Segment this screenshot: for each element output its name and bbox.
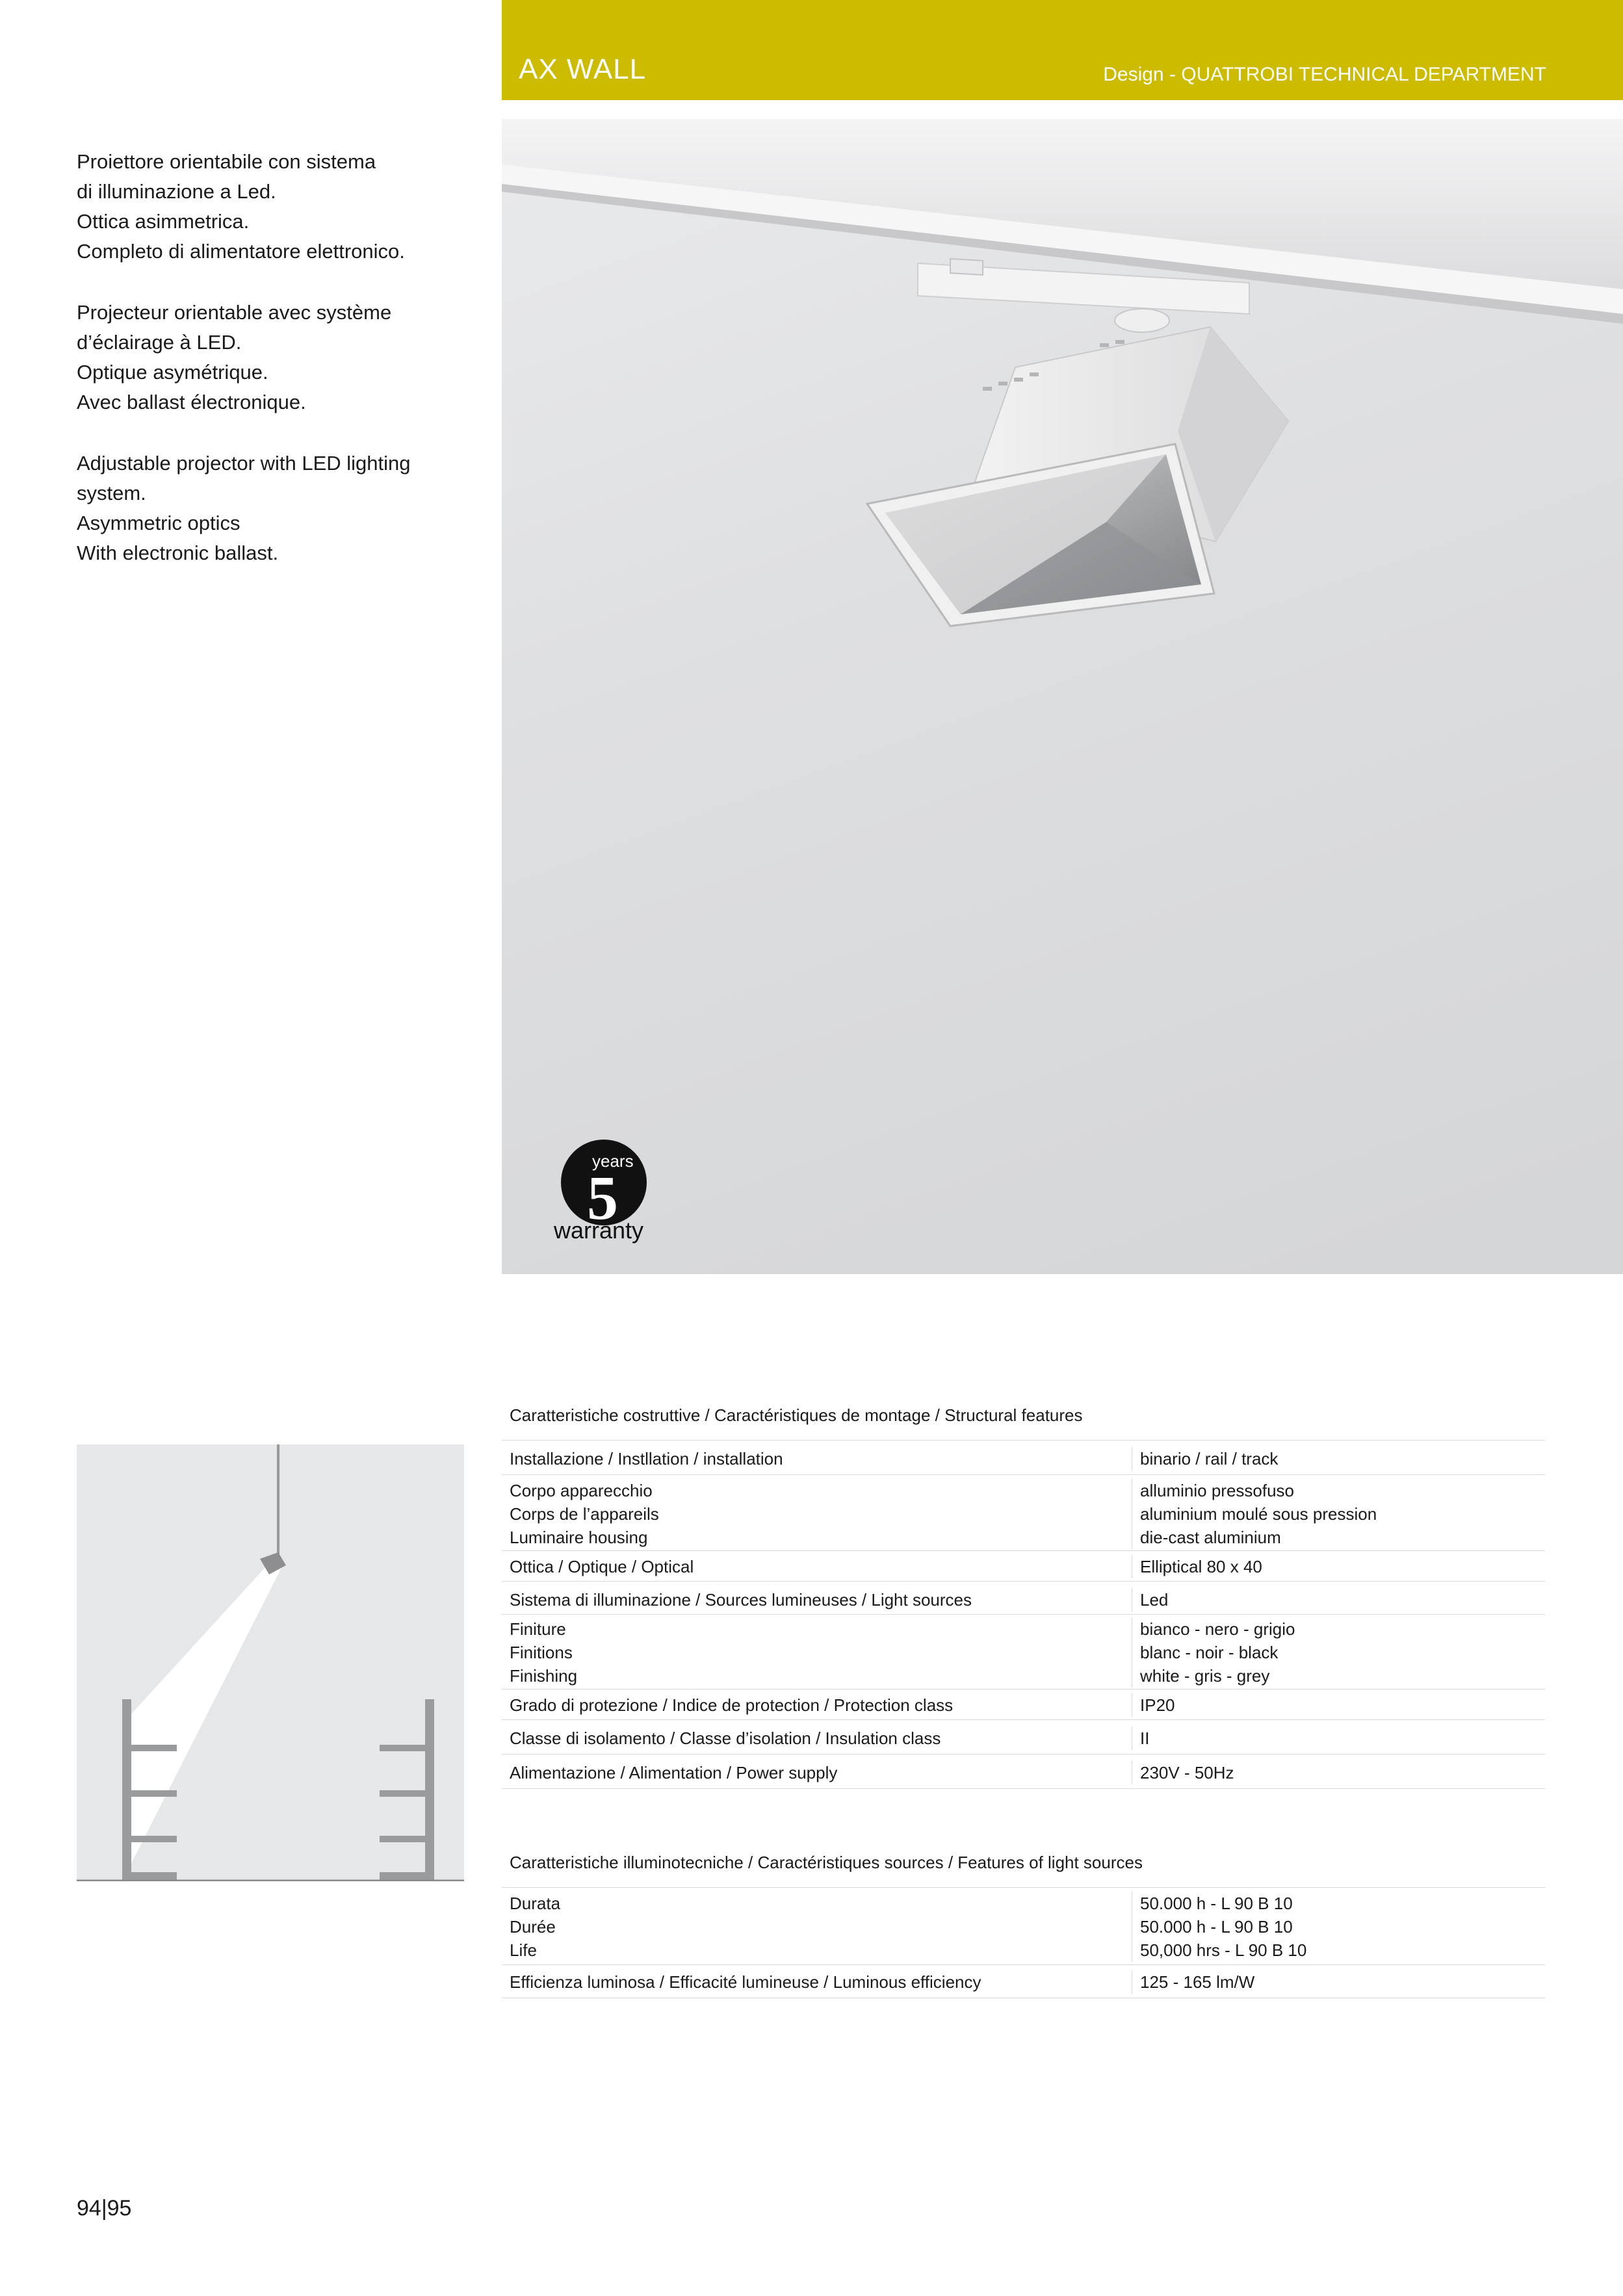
page-number: 94|95 bbox=[77, 2196, 132, 2221]
value-line: white - gris - grey bbox=[1140, 1666, 1270, 1686]
product-photo bbox=[502, 119, 1623, 1274]
row-label bbox=[502, 1761, 1132, 1784]
label-line: Durée bbox=[510, 1917, 556, 1937]
value-line: 50,000 hrs - L 90 B 10 bbox=[1140, 1940, 1307, 1960]
spotlight-illustration bbox=[502, 119, 1623, 1274]
table-row bbox=[502, 1755, 1545, 1789]
value-line: 230V - 50Hz bbox=[1140, 1763, 1234, 1782]
value-line: die-cast aluminium bbox=[1140, 1528, 1281, 1547]
row-label bbox=[502, 1588, 1132, 1611]
lighting-caption: Caratteristiche illuminotecniche / Caractéristiques sources / Features of light sources bbox=[510, 1853, 1143, 1872]
left-shelf bbox=[131, 1790, 177, 1797]
row-label bbox=[502, 1479, 1132, 1549]
desc-line: system. bbox=[77, 482, 146, 504]
label-line: Alimentazione / Alimentation / Power supply bbox=[510, 1763, 838, 1782]
desc-line: Adjustable projector with LED lighting bbox=[77, 452, 411, 475]
row-value bbox=[1132, 1727, 1545, 1750]
label-line: Finishing bbox=[510, 1666, 578, 1686]
label-line: Efficienza luminosa / Efficacité lumineuse / Luminous efficiency bbox=[510, 1972, 981, 1992]
warranty-label: warranty bbox=[554, 1217, 644, 1244]
product-title: AX WALL bbox=[519, 53, 647, 85]
desc-line: di illuminazione a Led. bbox=[77, 180, 276, 203]
description-french bbox=[77, 298, 480, 417]
badge-years-label: years bbox=[592, 1151, 634, 1171]
table-row bbox=[502, 1582, 1545, 1615]
value-line: aluminium moulé sous pression bbox=[1140, 1504, 1377, 1524]
row-value bbox=[1132, 1617, 1545, 1688]
row-label bbox=[502, 1555, 1132, 1578]
desc-line: d’éclairage à LED. bbox=[77, 331, 242, 354]
value-line: binario / rail / track bbox=[1140, 1449, 1279, 1468]
desc-line: Ottica asimmetrica. bbox=[77, 210, 250, 233]
desc-line: Asymmetric optics bbox=[77, 512, 240, 534]
badge-number: 5 bbox=[587, 1163, 618, 1233]
label-line: Classe di isolamento / Classe d’isolation / Insulation class bbox=[510, 1729, 941, 1748]
label-line: Sistema di illuminazione / Sources lumineuses / Light sources bbox=[510, 1590, 972, 1610]
right-shelf bbox=[380, 1836, 425, 1842]
desc-line: Projecteur orientable avec système bbox=[77, 301, 392, 324]
right-shelf bbox=[380, 1790, 425, 1797]
table-row bbox=[502, 1551, 1545, 1582]
structural-rows bbox=[502, 1440, 1545, 1789]
row-value bbox=[1132, 1693, 1545, 1717]
structural-features-table bbox=[502, 1405, 1545, 1789]
value-line: Elliptical 80 x 40 bbox=[1140, 1557, 1262, 1576]
value-line: II bbox=[1140, 1729, 1150, 1748]
row-label bbox=[502, 1693, 1132, 1717]
desc-line: Proiettore orientabile con sistema bbox=[77, 150, 376, 173]
label-line: Finitions bbox=[510, 1643, 573, 1662]
stem-joint bbox=[1115, 309, 1169, 332]
value-line: 125 - 165 lm/W bbox=[1140, 1972, 1255, 1992]
value-line: bianco - nero - grigio bbox=[1140, 1619, 1295, 1639]
description-italian bbox=[77, 147, 480, 267]
label-line: Luminaire housing bbox=[510, 1528, 648, 1547]
left-shelf bbox=[131, 1836, 177, 1842]
row-value bbox=[1132, 1447, 1545, 1470]
desc-line: Avec ballast électronique. bbox=[77, 391, 306, 413]
label-line: Corpo apparecchio bbox=[510, 1481, 653, 1500]
row-label bbox=[502, 1447, 1132, 1470]
label-line: Grado di protezione / Indice de protection / Protection class bbox=[510, 1695, 954, 1715]
value-line: 50.000 h - L 90 B 10 bbox=[1140, 1917, 1293, 1937]
lighting-features-table bbox=[502, 1853, 1545, 1998]
desc-line: Optique asymétrique. bbox=[77, 361, 268, 384]
right-shelf-post bbox=[425, 1699, 434, 1881]
table-row bbox=[502, 1441, 1545, 1475]
left-shelf bbox=[131, 1745, 177, 1751]
description-english bbox=[77, 449, 480, 568]
table-row bbox=[502, 1720, 1545, 1755]
installation-diagram bbox=[77, 1444, 464, 1881]
table-row bbox=[502, 1689, 1545, 1720]
label-line: Finiture bbox=[510, 1619, 566, 1639]
table-row bbox=[502, 1888, 1545, 1965]
row-value bbox=[1132, 1479, 1545, 1549]
label-line: Installazione / Instllation / installation bbox=[510, 1449, 783, 1468]
row-value bbox=[1132, 1892, 1545, 1962]
row-value bbox=[1132, 1761, 1545, 1784]
structural-caption: Caratteristiche costruttive / Caractéristiques de montage / Structural features bbox=[510, 1405, 1083, 1425]
adapter-clip bbox=[950, 259, 983, 275]
desc-line: With electronic ballast. bbox=[77, 541, 279, 564]
right-shelf bbox=[380, 1745, 425, 1751]
label-line: Corps de l’appareils bbox=[510, 1504, 659, 1524]
value-line: blanc - noir - black bbox=[1140, 1643, 1279, 1662]
row-label bbox=[502, 1727, 1132, 1750]
left-shelf-post bbox=[122, 1699, 131, 1881]
table-row bbox=[502, 1475, 1545, 1551]
header-bar bbox=[502, 0, 1623, 100]
label-line: Durata bbox=[510, 1894, 561, 1913]
value-line: IP20 bbox=[1140, 1695, 1175, 1715]
row-label bbox=[502, 1617, 1132, 1688]
label-line: Ottica / Optique / Optical bbox=[510, 1557, 694, 1576]
value-line: Led bbox=[1140, 1590, 1169, 1610]
desc-line: Completo di alimentatore elettronico. bbox=[77, 240, 405, 263]
value-line: 50.000 h - L 90 B 10 bbox=[1140, 1894, 1293, 1913]
row-value bbox=[1132, 1555, 1545, 1578]
table-row bbox=[502, 1965, 1545, 1998]
table-row bbox=[502, 1615, 1545, 1689]
row-label bbox=[502, 1970, 1132, 1994]
row-label bbox=[502, 1892, 1132, 1962]
label-line: Life bbox=[510, 1940, 537, 1960]
row-value bbox=[1132, 1970, 1545, 1994]
lighting-rows bbox=[502, 1887, 1545, 1998]
value-line: alluminio pressofuso bbox=[1140, 1481, 1295, 1500]
row-value bbox=[1132, 1588, 1545, 1611]
design-credit: Design - QUATTROBI TECHNICAL DEPARTMENT bbox=[1103, 64, 1546, 85]
